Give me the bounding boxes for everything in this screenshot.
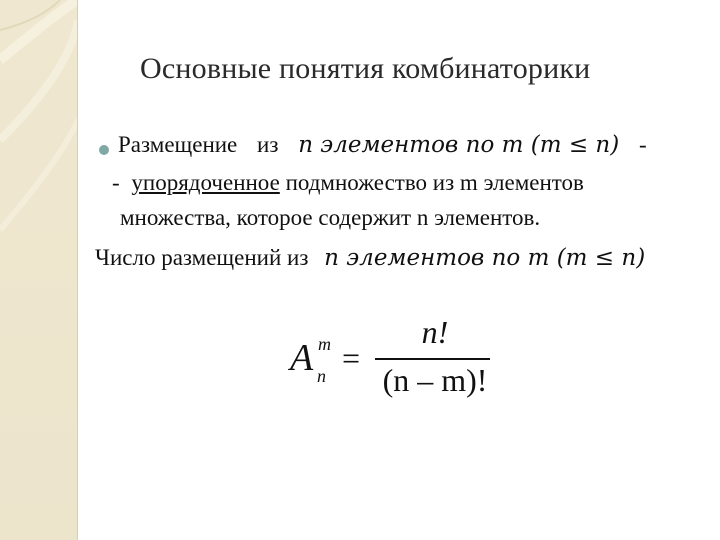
bullet-line bbox=[118, 132, 647, 158]
fraction-bar bbox=[375, 358, 490, 360]
count-math: n элементов по m (m ≤ n) bbox=[324, 245, 646, 271]
sidebar-divider bbox=[77, 0, 78, 540]
formula-denominator: (n – m)! bbox=[382, 362, 488, 398]
formula-equals: = bbox=[342, 340, 361, 376]
definition-line-2: множества, которое содержит n элементов. bbox=[120, 205, 541, 230]
from-text: из bbox=[257, 132, 279, 157]
bullet-math: n элементов по m (m ≤ n) bbox=[298, 132, 620, 158]
term-text: Размещение bbox=[118, 132, 238, 157]
permutation-formula bbox=[290, 314, 510, 408]
sidebar-swirl-decoration bbox=[0, 0, 78, 540]
formula-numerator: n! bbox=[421, 314, 449, 350]
bullet-dash: - bbox=[638, 132, 647, 157]
formula-symbol: A bbox=[290, 337, 314, 379]
count-text: Число размещений из bbox=[95, 245, 309, 270]
bullet-dot-icon bbox=[99, 145, 109, 155]
formula-superscript: m bbox=[318, 334, 331, 354]
definition-line-1 bbox=[112, 170, 584, 196]
decorative-sidebar bbox=[0, 0, 78, 540]
formula-subscript: n bbox=[317, 366, 326, 386]
count-line bbox=[95, 245, 645, 271]
definition-dash: - bbox=[112, 170, 120, 195]
definition-rest: подмножество из m элементов bbox=[279, 170, 584, 195]
definition-underlined: упорядоченное bbox=[131, 170, 280, 195]
slide-title: Основные понятия комбинаторики bbox=[140, 52, 591, 85]
